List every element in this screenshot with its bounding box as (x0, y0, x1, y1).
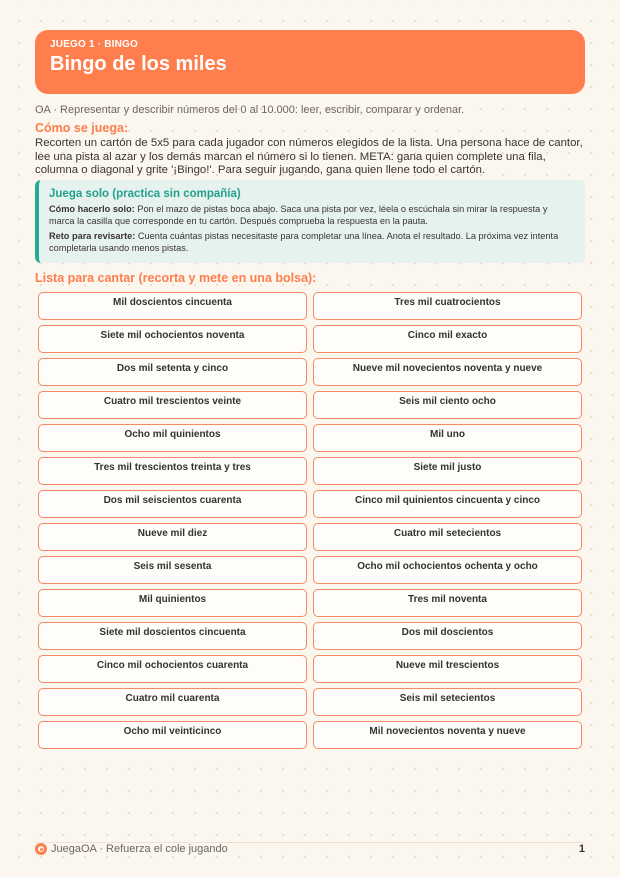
call-card: Nueve mil trescientos (313, 655, 582, 683)
solo-how-text: Pon el mazo de pistas boca abajo. Saca una pista por vez, léela o escúchala sin mirar la respuesta y marca la casilla que corresponde en tu cartón. Después comprueba la respuesta en la pauta. (49, 204, 548, 226)
call-card: Mil quinientos (38, 589, 307, 617)
call-card: Cinco mil ochocientos cuarenta (38, 655, 307, 683)
call-card: Mil doscientos cincuenta (38, 292, 307, 320)
call-card: Nueve mil diez (38, 523, 307, 551)
call-card: Dos mil doscientos (313, 622, 582, 650)
call-card: Cinco mil exacto (313, 325, 582, 353)
call-card: Ocho mil quinientos (38, 424, 307, 452)
call-card: Tres mil noventa (313, 589, 582, 617)
call-list-grid (38, 292, 582, 749)
call-card: Siete mil ochocientos noventa (38, 325, 307, 353)
target-icon (35, 843, 47, 855)
call-card: Dos mil seiscientos cuarenta (38, 490, 307, 518)
call-card: Cuatro mil setecientos (313, 523, 582, 551)
call-card: Seis mil sesenta (38, 556, 307, 584)
call-card: Seis mil setecientos (313, 688, 582, 716)
solo-how-paragraph (49, 203, 575, 227)
call-card: Cuatro mil cuarenta (38, 688, 307, 716)
call-card: Mil uno (313, 424, 582, 452)
call-card: Ocho mil ochocientos ochenta y ocho (313, 556, 582, 584)
solo-how-label: Cómo hacerlo solo: (49, 204, 135, 214)
call-card: Dos mil setenta y cinco (38, 358, 307, 386)
call-card: Cinco mil quinientos cincuenta y cinco (313, 490, 582, 518)
call-card: Cuatro mil trescientos veinte (38, 391, 307, 419)
solo-challenge-paragraph (49, 230, 575, 254)
solo-play-box (35, 180, 585, 263)
solo-challenge-label: Reto para revisarte: (49, 231, 136, 241)
solo-challenge-text: Cuenta cuántas pistas necesitaste para completar una línea. Anota el resultado. La próxima vez intenta completarla usando menos pistas. (49, 231, 559, 253)
call-card: Tres mil cuatrocientos (313, 292, 582, 320)
call-card: Seis mil ciento ocho (313, 391, 582, 419)
call-card: Ocho mil veinticinco (38, 721, 307, 749)
learning-objective: OA · Representar y describir números del 0 al 10.000: leer, escribir, comparar y ordenar. (35, 104, 465, 116)
page-title: Bingo de los miles (50, 53, 227, 75)
header-banner (35, 30, 585, 94)
footer-brand: JuegaOA · Refuerza el cole jugando (51, 843, 228, 855)
call-list-heading: Lista para cantar (recorta y mete en una bolsa): (35, 271, 317, 285)
game-kicker: JUEGO 1 · BINGO (50, 39, 139, 50)
call-card: Siete mil justo (313, 457, 582, 485)
page-number: 1 (578, 843, 585, 855)
page-footer (35, 843, 585, 857)
call-card: Mil novecientos noventa y nueve (313, 721, 582, 749)
solo-title: Juega solo (practica sin compañía) (49, 188, 241, 200)
call-card: Tres mil trescientos treinta y tres (38, 457, 307, 485)
call-card: Siete mil doscientos cincuenta (38, 622, 307, 650)
how-to-play-heading: Cómo se juega: (35, 121, 129, 135)
call-card: Nueve mil novecientos noventa y nueve (313, 358, 582, 386)
how-to-play-text: Recorten un cartón de 5x5 para cada jugador con números elegidos de la lista. Una persona hace de cantor, lee una pista al azar y los demás marcan el número si lo tienen. META: gana quien complete una fila, columna o diagonal y grite '¡Bingo!'. Para seguir jugando, gana quien llene todo el cartón. (35, 137, 583, 176)
